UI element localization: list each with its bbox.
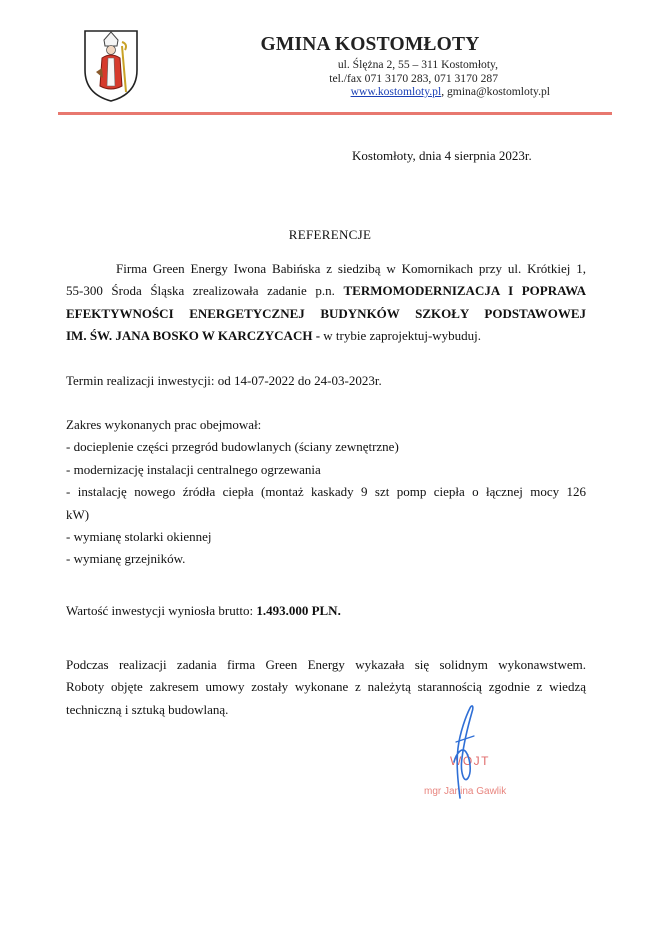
project-name-part-2: EFEKTYWNOŚCI ENERGETYCZNEJ BUDYNKÓW SZKOŁY PODSTAWOWEJ — [66, 305, 586, 321]
org-name: GMINA KOSTOMŁOTY — [260, 34, 480, 55]
address-line-1: ul. Ślężna 2, 55 – 311 Kostomłoty, — [337, 58, 498, 71]
closing-line-3: techniczną i sztuką budowlaną. — [66, 701, 229, 717]
list-item: - wymianę grzejników. — [66, 551, 186, 567]
intro-paragraph — [66, 258, 586, 348]
project-name-part-1: TERMOMODERNIZACJA I POPRAWA — [343, 283, 587, 299]
list-item: - modernizację instalacji centralnego ogrzewania — [66, 461, 321, 477]
closing-line-2: Roboty objęte zakresem umowy zostały wykonane z należytą starannością zgodnie z wiedzą — [66, 679, 586, 695]
address-line-2: tel./fax 071 3170 283, 071 3170 287 — [329, 71, 498, 85]
date-line: Kostomłoty, dnia 4 sierpnia 2023r. — [352, 148, 532, 163]
intro-line-4 — [66, 325, 586, 347]
project-name-part-3: IM. ŚW. JANA BOSKO W KARCZYCACH - — [66, 328, 321, 344]
closing-line-1: Podczas realizacji zadania firma Green Energy wykazała się solidnym wykonawstwem. — [66, 657, 586, 672]
intro-line-4-plain: w trybie zaprojektuj-wybuduj. — [320, 328, 482, 344]
intro-line-3 — [66, 303, 586, 325]
document-title: REFERENCJE — [288, 227, 372, 242]
contact-line — [190, 85, 550, 99]
intro-line-1: Firma Green Energy Iwona Babińska z siedzibą w Komornikach przy ul. Krótkiej 1, — [116, 261, 586, 276]
email-separator: , — [441, 85, 445, 98]
email-address: gmina@kostomloty.pl — [447, 85, 550, 98]
header-divider — [58, 112, 612, 115]
list-item: - instalację nowego źródła ciepła (montaż kaskady 9 szt pomp ciepła o łącznej mocy 126 — [66, 484, 586, 500]
address-block — [190, 58, 550, 99]
municipality-crest-logo — [82, 28, 140, 104]
list-item-continuation: kW) — [66, 506, 90, 522]
stamp-name: mgr Janina Gawlik — [424, 786, 507, 797]
list-item: - docieplenie części przegród budowlanych (ściany zewnętrzne) — [66, 439, 399, 455]
scope-intro: Zakres wykonanych prac obejmował: — [66, 417, 262, 432]
list-item: - wymianę stolarki okiennej — [66, 529, 212, 545]
letterhead — [190, 34, 550, 99]
handwritten-signature — [412, 702, 552, 802]
stamp-title: WÓJT — [450, 754, 490, 768]
value-label: Wartość inwestycji wyniosła brutto: — [66, 603, 257, 618]
term-line: Termin realizacji inwestycji: od 14-07-2022 do 24-03-2023r. — [66, 373, 382, 388]
investment-value — [66, 600, 586, 622]
intro-line-2 — [66, 280, 586, 302]
website-link[interactable]: www.kostomloty.pl — [350, 85, 442, 98]
value-amount: 1.493.000 PLN. — [256, 603, 341, 618]
intro-line-2-plain: 55-300 Środa Śląska zrealizowała zadanie p.n. — [66, 283, 335, 299]
scope-list — [66, 414, 586, 571]
